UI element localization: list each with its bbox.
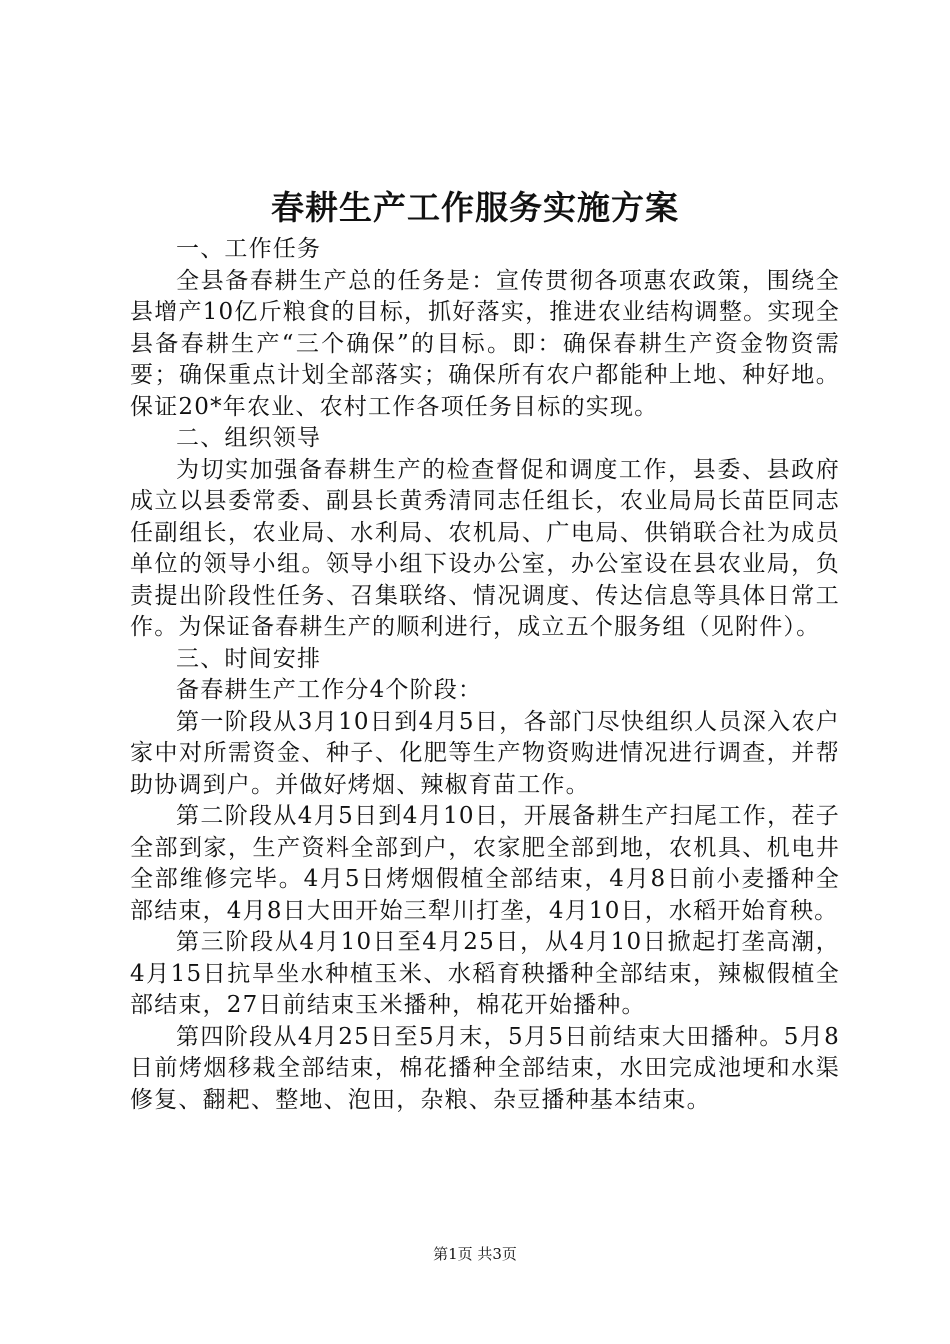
page-footer: 第1页 共3页 bbox=[433, 1245, 517, 1263]
paragraph-stage-one: 第一阶段从3月10日到4月5日，各部门尽快组织人员深入农户家中对所需资金、种子、化肥等生产物资购进情况进行调查，并帮助协调到户。并做好烤烟、辣椒育苗工作。 bbox=[130, 708, 840, 798]
section-heading-leadership: 二、组织领导 bbox=[176, 425, 322, 451]
paragraph-stage-four: 第四阶段从4月25日至5月末，5月5日前结束大田播种。5月8日前烤烟移栽全部结束，棉花播种全部结束，水田完成池埂和水渠修复、翻耙、整地、泡田，杂粮、杂豆播种基本结束。 bbox=[130, 1023, 840, 1113]
paragraph-stage-two: 第二阶段从4月5日到4月10日，开展备耕生产扫尾工作，茬子全部到家，生产资料全部到户，农家肥全部到地，农机具、机电井全部维修完毕。4月5日烤烟假植全部结束，4月8日前小麦播种全部结束，4月8日大田开始三犁川打垄，4月10日，水稻开始育秧。 bbox=[130, 803, 840, 924]
paragraph-stage-three: 第三阶段从4月10日至4月25日，从4月10日掀起打垄高潮，4月15日抗旱坐水种植玉米、水稻育秧播种全部结束，辣椒假植全部结束，27日前结束玉米播种，棉花开始播种。 bbox=[130, 929, 840, 1018]
section-heading-schedule: 三、时间安排 bbox=[176, 645, 322, 672]
document-title: 春耕生产工作服务实施方案 bbox=[271, 188, 679, 227]
section-heading-tasks: 一、工作任务 bbox=[176, 236, 322, 262]
paragraph-leadership: 为切实加强备春耕生产的检查督促和调度工作，县委、县政府成立以县委常委、副县长黄秀清同志任组长，农业局局长苗臣同志任副组长，农业局、水利局、农机局、广电局、供销联合社为成员单位的领导小组。领导小组下设办公室，办公室设在县农业局，负责提出阶段性任务、召集联络、情况调度、传达信息等具体日常工作。为保证备春耕生产的顺利进行，成立五个服务组（见附件）。 bbox=[130, 456, 840, 640]
paragraph-schedule-intro: 备春耕生产工作分4个阶段： bbox=[176, 677, 483, 703]
document-body bbox=[130, 234, 840, 1116]
paragraph-tasks: 全县备春耕生产总的任务是：宣传贯彻各项惠农政策，围绕全县增产10亿斤粮食的目标，抓好落实，推进农业结构调整。实现全县备春耕生产“三个确保”的目标。即：确保春耕生产资金物资需要；确保重点计划全部落实；确保所有农户都能种上地、种好地。保证20*年农业、农村工作各项任务目标的实现。 bbox=[130, 267, 840, 420]
